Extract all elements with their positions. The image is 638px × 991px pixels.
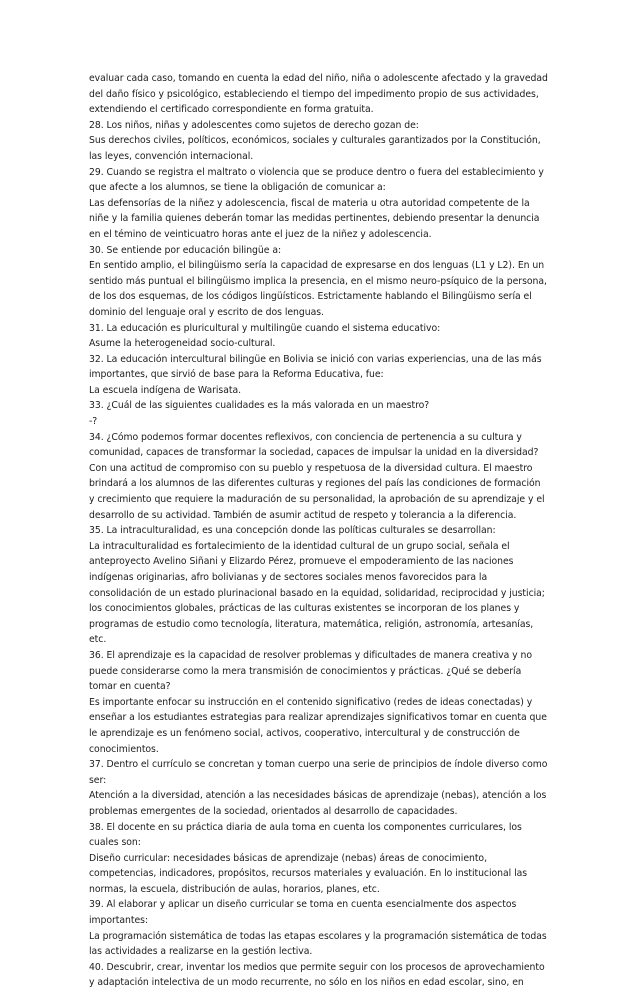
text-line: Las defensorías de la niñez y adolescencia, fiscal de materia u otra autoridad competente de la: [89, 197, 530, 209]
text-line: etc.: [89, 634, 107, 646]
text-line: las leyes, convención internacional.: [89, 150, 254, 162]
text-line: importantes:: [89, 915, 149, 927]
text-line: evaluar cada caso, tomando en cuenta la edad del niño, niña o adolescente afectado y la gravedad: [89, 73, 548, 84]
text-line: niñe y la familia quienes deberán tomar las medidas pertinentes, debiendo presentar la denuncia: [89, 213, 540, 225]
text-line: consolidación de un estado plurinacional basado en la equidad, solidaridad, reciprocidad y justicia;: [89, 587, 545, 599]
text-line: 36. El aprendizaje es la capacidad de resolver problemas y dificultades de manera creativa y no: [89, 649, 532, 661]
text-line: programas de estudio como tecnología, literatura, matemática, religión, astronomía, artesanías,: [89, 618, 534, 630]
text-line: las actividades a realizarse en la gestión lectiva.: [89, 946, 313, 958]
text-line: Es importante enfocar su instrucción en el contenido significativo (redes de ideas conectadas) y: [89, 696, 533, 708]
text-line: que afecte a los alumnos, se tiene la obligación de comunicar a:: [89, 182, 386, 194]
text-line: Asume la heterogeneidad socio-cultural.: [89, 338, 276, 350]
text-line: En sentido amplio, el bilingüismo sería la capacidad de expresarse en dos lenguas (L1 y L2). En un: [89, 260, 545, 272]
text-line: 32. La educación intercultural bilingüe en Bolivia se inició con varias experiencias, una de las más: [89, 353, 542, 365]
text-line: brindará a los alumnos de las diferentes culturas y regiones del país las condiciones de formación: [89, 478, 541, 490]
text-line: 34. ¿Cómo podemos formar docentes reflexivos, con conciencia de pertenencia a su cultura y: [89, 431, 522, 443]
text-line: puede considerarse como la mera transmisión de conocimientos y prácticas. ¿Qué se debería: [89, 665, 522, 677]
text-line: La intraculturalidad es fortalecimiento de la identidad cultural de un grupo social, señala el: [89, 540, 510, 552]
text-line: Diseño curricular: necesidades básicas de aprendizaje (nebas) áreas de conocimiento,: [89, 852, 487, 864]
text-line: sentido más puntual el bilingüismo implica la presencia, en el mismo neuro-psíquico de la persona,: [89, 275, 547, 287]
text-line: 38. El docente en su práctica diaria de aula toma en cuenta los componentes curriculares, los: [89, 821, 522, 833]
text-line: y crecimiento que requiere la maduración de su personalidad, la aprobación de su aprendizaje y el: [89, 494, 545, 506]
text-line: importantes, que sirvió de base para la Reforma Educativa, fue:: [89, 369, 384, 381]
text-line: los conocimientos globales, prácticas de las culturas existentes se incorporan de los planes y: [89, 603, 520, 615]
text-line: 29. Cuando se registra el maltrato o violencia que se produce dentro o fuera del establecimiento y: [89, 166, 544, 178]
text-line: Con una actitud de compromiso con su pueblo y respetuosa de la diversidad cultura. El maestro: [89, 462, 533, 474]
text-line: ser:: [89, 774, 107, 786]
text-line: problemas emergentes de la sociedad, orientados al desarrollo de capacidades.: [89, 805, 458, 817]
text-line: 33. ¿Cuál de las siguientes cualidades es la más valorada en un maestro?: [89, 400, 430, 412]
text-line: 35. La intraculturalidad, es una concepción donde las políticas culturales se desarrollan:: [89, 525, 496, 537]
text-line: indígenas originarias, afro bolivianas y de sectores sociales menos favorecidos para la: [89, 572, 488, 583]
text-line: La escuela indígena de Warisata.: [89, 384, 241, 396]
text-line: comunidad, capaces de transformar la sociedad, capaces de impulsar la unidad en la diversidad?: [89, 447, 539, 459]
text-line: 31. La educación es pluricultural y multilingüe cuando el sistema educativo:: [89, 322, 441, 334]
text-line: tomar en cuenta?: [89, 681, 171, 693]
text-line: conocimientos.: [89, 743, 159, 755]
document-page: [89, 71, 559, 991]
text-line: La programación sistemática de todas las etapas escolares y la programación sistemática de todas: [89, 930, 547, 942]
text-line: 37. Dentro el currículo se concretan y toman cuerpo una serie de principios de índole diverso como: [89, 759, 548, 771]
text-line: cuales son:: [89, 837, 141, 849]
text-line: 39. Al elaborar y aplicar un diseño curricular se toma en cuenta esencialmente dos aspectos: [89, 899, 517, 911]
text-line: enseñar a los estudiantes estrategias para realizar aprendizajes significativos tomar en cuenta que: [89, 712, 547, 724]
text-line: extendiendo el certificado correspondiente en forma gratuita.: [89, 104, 374, 116]
text-line: desarrollo de su actividad. También de asumir actitud de respeto y tolerancia a la diferencia.: [89, 509, 517, 521]
text-line: 40. Descubrir, crear, inventar los medios que permite seguir con los procesos de aprovechamiento: [89, 961, 545, 973]
text-line: -?: [89, 416, 98, 428]
text-line: le aprendizaje es un fenómeno social, activos, cooperativo, intercultural y de construcción de: [89, 727, 520, 739]
text-line: competencias, indicadores, propósitos, recursos materiales y evaluación. En lo institucional las: [89, 868, 528, 880]
text-line: 28. Los niños, niñas y adolescentes como sujetos de derecho gozan de:: [89, 119, 419, 131]
text-line: Atención a la diversidad, atención a las necesidades básicas de aprendizaje (nebas), atención a los: [89, 790, 547, 802]
text-line: de los dos esquemas, de los códigos lingüísticos. Estrictamente hablando el Bilingüismo sería el: [89, 291, 532, 303]
text-line: y adaptación intelectiva de un modo recurrente, no sólo en los niños en edad escolar, sino, en: [89, 977, 524, 989]
text-line: normas, la escuela, distribución de aulas, horarios, planes, etc.: [89, 883, 380, 895]
text-line: 30. Se entiende por educación bilingüe a:: [89, 244, 282, 256]
text-line: del daño físico y psicológico, estableciendo el tiempo del impedimento propio de sus actividades,: [89, 88, 539, 100]
text-line: dominio del lenguaje oral y escrito de dos lenguas.: [89, 306, 324, 318]
text-line: anteproyecto Avelino Siñani y Elizardo Pérez, promueve el empoderamiento de las naciones: [89, 556, 514, 568]
text-line: Sus derechos civiles, políticos, económicos, sociales y culturales garantizados por la Constitución,: [89, 135, 541, 147]
text-line: en el témino de veinticuatro horas ante el juez de la niñez y adolescencia.: [89, 228, 432, 240]
